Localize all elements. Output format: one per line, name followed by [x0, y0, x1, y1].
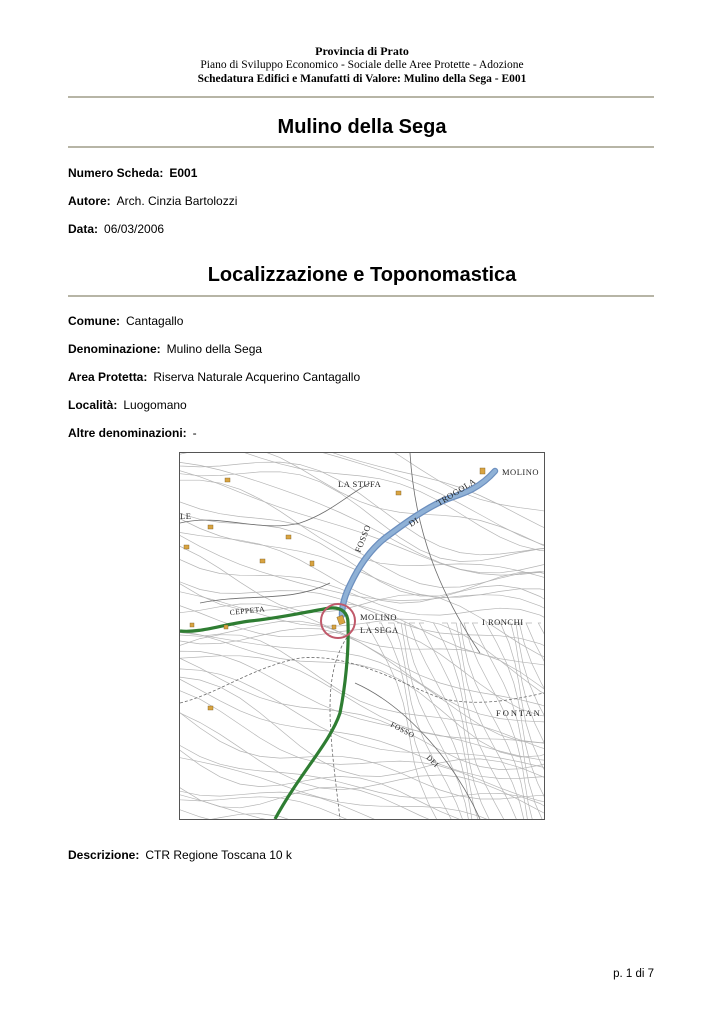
field-comune [68, 314, 183, 328]
contour-line [180, 677, 544, 785]
map-label-fontana: FONTAN [496, 708, 542, 718]
contour-line [180, 755, 544, 819]
page-title: Mulino della Sega [277, 116, 447, 138]
field-label: Area Protetta: [68, 370, 148, 384]
field-value: Mulino della Sega [166, 342, 263, 356]
field-label: Denominazione: [68, 342, 161, 356]
field-descrizione [68, 848, 292, 862]
field-value: 06/03/2006 [104, 222, 165, 236]
field-numero-scheda [68, 166, 203, 180]
field-label: Data: [68, 222, 99, 236]
field-data [68, 222, 164, 236]
field-altre-denominazioni [68, 426, 197, 440]
map-label-la-stufa: LA STUFA [338, 479, 382, 489]
field-value: Cantagallo [126, 314, 184, 328]
field-value: Arch. Cinzia Bartolozzi [116, 194, 238, 208]
header-schedatura: Schedatura Edifici e Manufatti di Valore: Mulino della Sega - E001 [197, 73, 527, 85]
contour-line [180, 818, 544, 819]
field-value: - [192, 426, 197, 440]
contour-lines [180, 453, 544, 819]
map-label-la-sega: LA SEGA [360, 625, 399, 635]
map-label-ceppeta: CEPPETA [229, 604, 266, 617]
map-label-fosso: FOSSO [352, 523, 373, 554]
map-label-le: LE [180, 511, 192, 521]
map-label-molino-top: MOLINO [502, 467, 539, 477]
map-label-di: DI [406, 514, 421, 529]
page-number: p. 1 di 7 [613, 968, 654, 980]
trails [180, 453, 544, 819]
field-label: Località: [68, 398, 118, 412]
contour-line [409, 623, 479, 819]
field-label: Descrizione: [68, 848, 140, 862]
field-denominazione [68, 342, 262, 356]
field-label: Altre denominazioni: [68, 426, 187, 440]
contour-line [180, 746, 544, 819]
field-value: Riserva Naturale Acquerino Cantagallo [153, 370, 361, 384]
map-label-i-ronchi: I RONCHI [482, 617, 524, 627]
field-localita [68, 398, 187, 412]
header-plan: Piano di Sviluppo Economico - Sociale delle Aree Protette - Adozione [200, 59, 524, 71]
divider [68, 146, 654, 148]
section-title: Localizzazione e Toponomastica [207, 264, 517, 286]
field-value: Luogomano [123, 398, 187, 412]
location-map [179, 452, 545, 820]
contour-line [397, 623, 469, 819]
field-label: Comune: [68, 314, 120, 328]
field-value: E001 [169, 166, 198, 180]
contour-line [180, 658, 544, 769]
field-area-protetta [68, 370, 360, 384]
contour-line [180, 800, 544, 819]
field-value: CTR Regione Toscana 10 k [145, 848, 292, 862]
contour-line [180, 656, 544, 746]
field-label: Numero Scheda: [68, 166, 164, 180]
map-label-dei: DEI [424, 753, 441, 770]
field-autore [68, 194, 237, 208]
map-label-molino: MOLINO [360, 612, 397, 622]
contour-line [180, 773, 544, 819]
divider [68, 295, 654, 297]
contour-line [388, 623, 464, 819]
map-label-trogola: TROGOLA [434, 475, 478, 508]
divider [68, 96, 654, 98]
header-province: Provincia di Prato [315, 44, 409, 58]
map-label-fosso-dei: FOSSO [389, 719, 417, 740]
field-label: Autore: [68, 194, 111, 208]
